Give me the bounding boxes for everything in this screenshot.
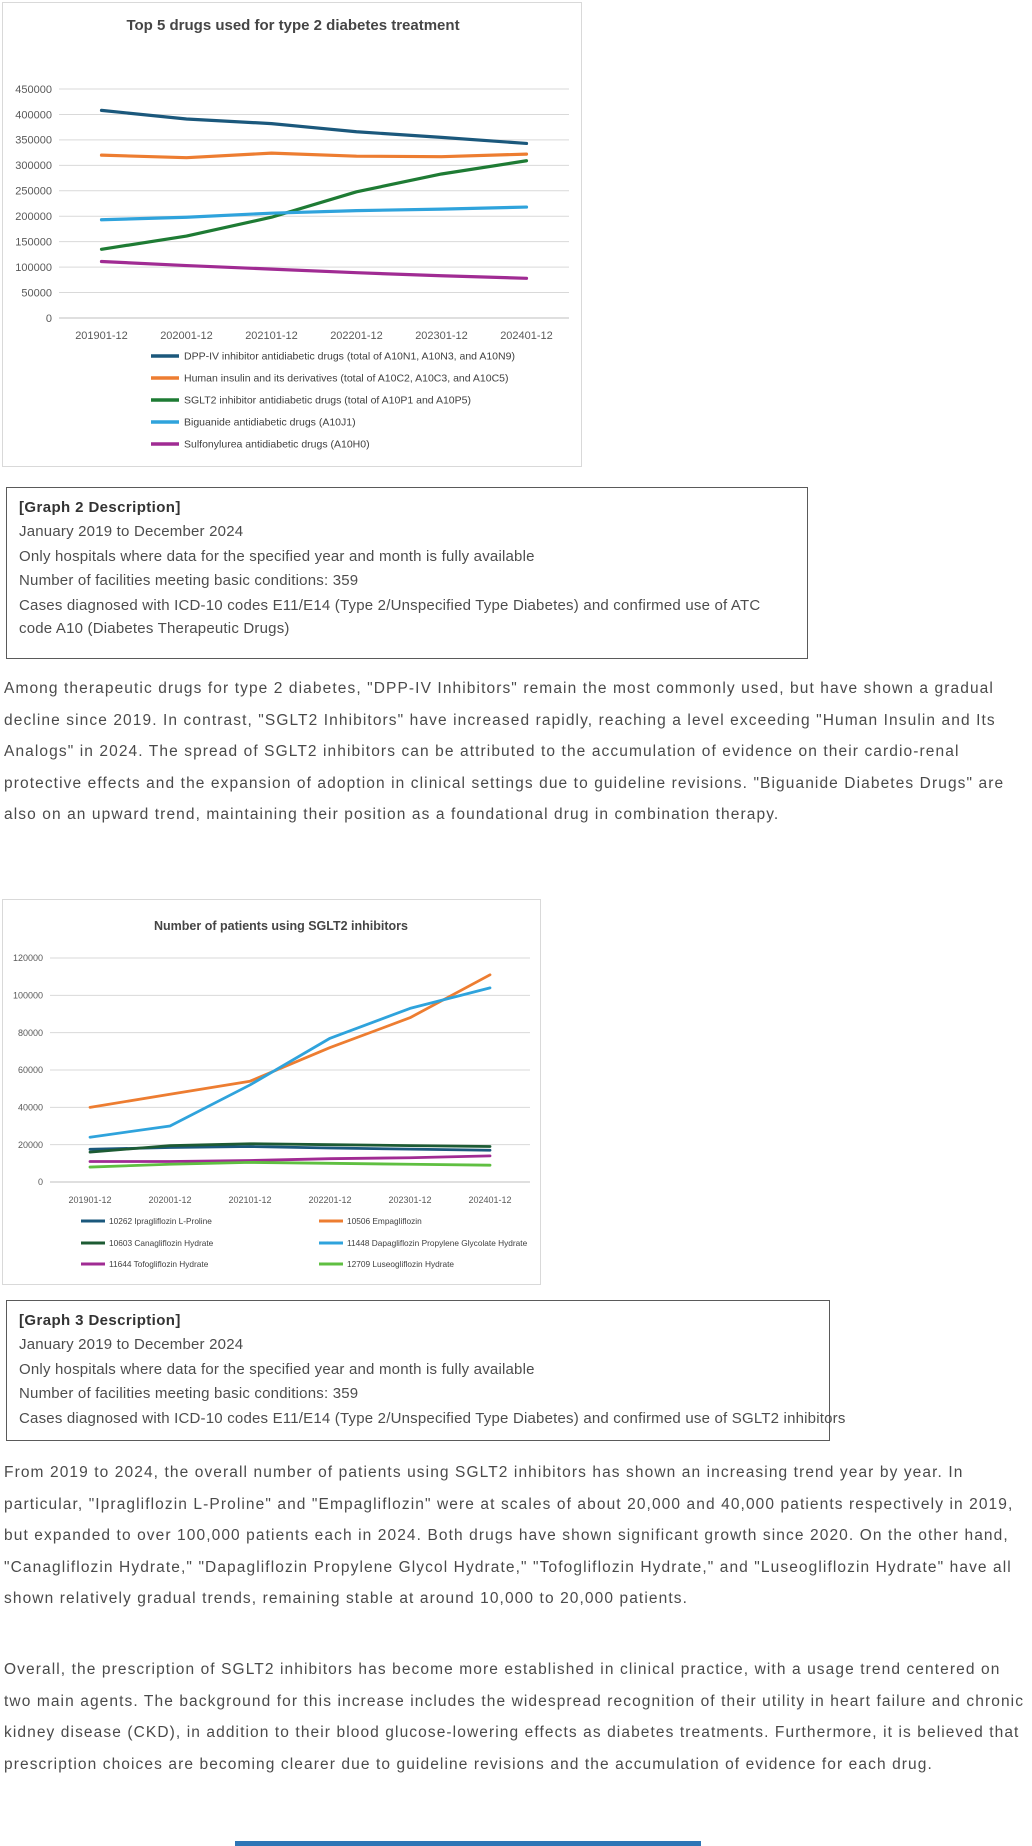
chart-sglt2-patients <box>2 899 541 1285</box>
svg-text:201901-12: 201901-12 <box>68 1195 112 1205</box>
svg-text:11448 Dapagliflozin Propylene: 11448 Dapagliflozin Propylene Glycolate Hydrate <box>347 1237 528 1248</box>
svg-text:0: 0 <box>45 312 52 325</box>
svg-text:202101-12: 202101-12 <box>245 330 298 342</box>
graph2-description-title: [Graph 2 Description] <box>19 499 181 516</box>
svg-text:Human insulin and its derivati: Human insulin and its derivatives (total of A10C2, A10C3, and A10C5) <box>184 372 509 385</box>
graph3-description-line: Cases diagnosed with ICD-10 codes E11/E14 (Type 2/Unspecified Type Diabetes) and confirmed use of SGLT2 inhibitors <box>19 1409 846 1427</box>
svg-text:450000: 450000 <box>15 83 52 96</box>
cropped-next-element-strip <box>235 1841 701 1846</box>
svg-text:60000: 60000 <box>17 1065 43 1076</box>
svg-text:12709 Luseogliflozin Hydrate: 12709 Luseogliflozin Hydrate <box>347 1258 455 1269</box>
graph3-description-line: Only hospitals where data for the specified year and month is fully available <box>19 1360 535 1378</box>
chart-top5-diabetes-drugs <box>2 2 582 467</box>
svg-text:Sulfonylurea antidiabetic drug: Sulfonylurea antidiabetic drugs (A10H0) <box>184 438 370 451</box>
legend-item <box>81 1259 209 1269</box>
svg-text:50000: 50000 <box>21 287 52 300</box>
analysis-paragraph-graph3: From 2019 to 2024, the overall number of patients using SGLT2 inhibitors has shown an increasing trend year by year. In particular, "Ipragliflozin L-Proline" and "Empagliflozin" were at scales of about 20,000 and 40,000 patients respectively in 2019, but expanded to over 100,000 patients each in 2024. Both drugs have shown significant growth since 2020. On the other hand, "Canagliflozin Hydrate," "Dapagliflozin Propylene Glycol Hydrate," "Tofogliflozin Hydrate," and "Luseogliflozin Hydrate" have all shown relatively gradual trends, remaining stable at around 10,000 to 20,000 patients. <box>4 1464 1014 1607</box>
analysis-paragraph-overall: Overall, the prescription of SGLT2 inhibitors has become more established in clinical practice, with a usage trend centered on two main agents. The background for this increase includes the widespread recognition of their utility in heart failure and chronic kidney disease (CKD), in addition to their blood glucose-lowering effects as diabetes treatments. Furthermore, it is believed that prescription choices are becoming clearer due to guideline revisions and the accumulation of evidence for each drug. <box>4 1661 1025 1773</box>
svg-text:201901-12: 201901-12 <box>75 330 128 342</box>
legend-item <box>151 373 509 385</box>
svg-text:300000: 300000 <box>15 160 52 173</box>
svg-text:202101-12: 202101-12 <box>228 1195 272 1205</box>
legend-item <box>319 1259 454 1269</box>
legend-item <box>151 439 370 451</box>
legend-item <box>319 1216 422 1226</box>
svg-text:400000: 400000 <box>15 109 52 122</box>
analysis-paragraph-graph2: Among therapeutic drugs for type 2 diabetes, "DPP-IV Inhibitors" remain the most commonly used, but have shown a gradual decline since 2019. In contrast, "SGLT2 Inhibitors" have increased rapidly, reaching a level exceeding "Human Insulin and Its Analogs" in 2024. The spread of SGLT2 inhibitors can be attributed to the accumulation of evidence on their cardio-renal protective effects and the expansion of adoption in clinical settings due to guideline revisions. "Biguanide Diabetes Drugs" are also on an upward trend, maintaining their position as a foundational drug in combination therapy. <box>4 680 1005 823</box>
svg-text:Biguanide antidiabetic drugs (: Biguanide antidiabetic drugs (A10J1) <box>184 416 356 429</box>
svg-text:100000: 100000 <box>15 261 52 274</box>
legend-item <box>151 395 471 407</box>
legend-item <box>319 1238 528 1248</box>
svg-text:202201-12: 202201-12 <box>330 330 383 342</box>
svg-text:202301-12: 202301-12 <box>388 1195 432 1205</box>
legend-item <box>81 1238 214 1248</box>
chart-title: Top 5 drugs used for type 2 diabetes treatment <box>126 17 460 34</box>
svg-text:202001-12: 202001-12 <box>160 330 213 342</box>
graph3-description-line: Number of facilities meeting basic conditions: 359 <box>19 1385 359 1403</box>
graph2-description-line: Cases diagnosed with ICD-10 codes E11/E14 (Type 2/Unspecified Type Diabetes) and confirmed use of ATC code A10 (Diabetes Therapeutic Drugs) <box>19 596 761 638</box>
graph2-description-line: January 2019 to December 2024 <box>19 523 244 540</box>
graph2-description-box <box>6 487 808 659</box>
svg-text:SGLT2 inhibitor antidiabetic d: SGLT2 inhibitor antidiabetic drugs (total of A10P1 and A10P5) <box>184 394 471 407</box>
svg-text:150000: 150000 <box>15 236 52 249</box>
svg-text:40000: 40000 <box>17 1102 43 1113</box>
legend-item <box>151 351 515 363</box>
svg-text:202401-12: 202401-12 <box>500 330 553 342</box>
legend-item <box>81 1216 212 1226</box>
chart-title: Number of patients using SGLT2 inhibitors <box>154 919 408 933</box>
svg-text:202001-12: 202001-12 <box>148 1195 192 1205</box>
svg-text:DPP-IV inhibitor antidiabetic: DPP-IV inhibitor antidiabetic drugs (total of A10N1, A10N3, and A10N9) <box>184 350 515 363</box>
graph2-description-line: Only hospitals where data for the specified year and month is fully available <box>19 547 535 565</box>
graph3-description-title: [Graph 3 Description] <box>19 1312 181 1329</box>
sglt2-patients-line-chart <box>3 900 538 1282</box>
svg-text:0: 0 <box>37 1177 43 1188</box>
svg-text:10603 Canagliflozin Hydrate: 10603 Canagliflozin Hydrate <box>109 1237 214 1248</box>
svg-text:20000: 20000 <box>17 1139 43 1150</box>
svg-text:200000: 200000 <box>15 211 52 224</box>
svg-text:10506 Empagliflozin: 10506 Empagliflozin <box>347 1215 422 1226</box>
svg-text:202301-12: 202301-12 <box>415 330 468 342</box>
svg-text:80000: 80000 <box>17 1027 43 1038</box>
svg-text:11644 Tofogliflozin Hydrate: 11644 Tofogliflozin Hydrate <box>109 1258 209 1269</box>
svg-text:202401-12: 202401-12 <box>468 1195 512 1205</box>
top5-drugs-line-chart <box>3 3 579 464</box>
svg-text:10262 Ipragliflozin L-Proline: 10262 Ipragliflozin L-Proline <box>109 1215 212 1226</box>
svg-text:250000: 250000 <box>15 185 52 198</box>
graph2-description-line: Number of facilities meeting basic conditions: 359 <box>19 572 359 590</box>
graph3-description-line: January 2019 to December 2024 <box>19 1336 244 1353</box>
svg-text:202201-12: 202201-12 <box>308 1195 352 1205</box>
legend-item <box>151 417 356 429</box>
graph3-description-box <box>6 1300 846 1441</box>
svg-text:350000: 350000 <box>15 134 52 147</box>
svg-text:100000: 100000 <box>12 990 43 1001</box>
svg-text:120000: 120000 <box>12 953 43 964</box>
